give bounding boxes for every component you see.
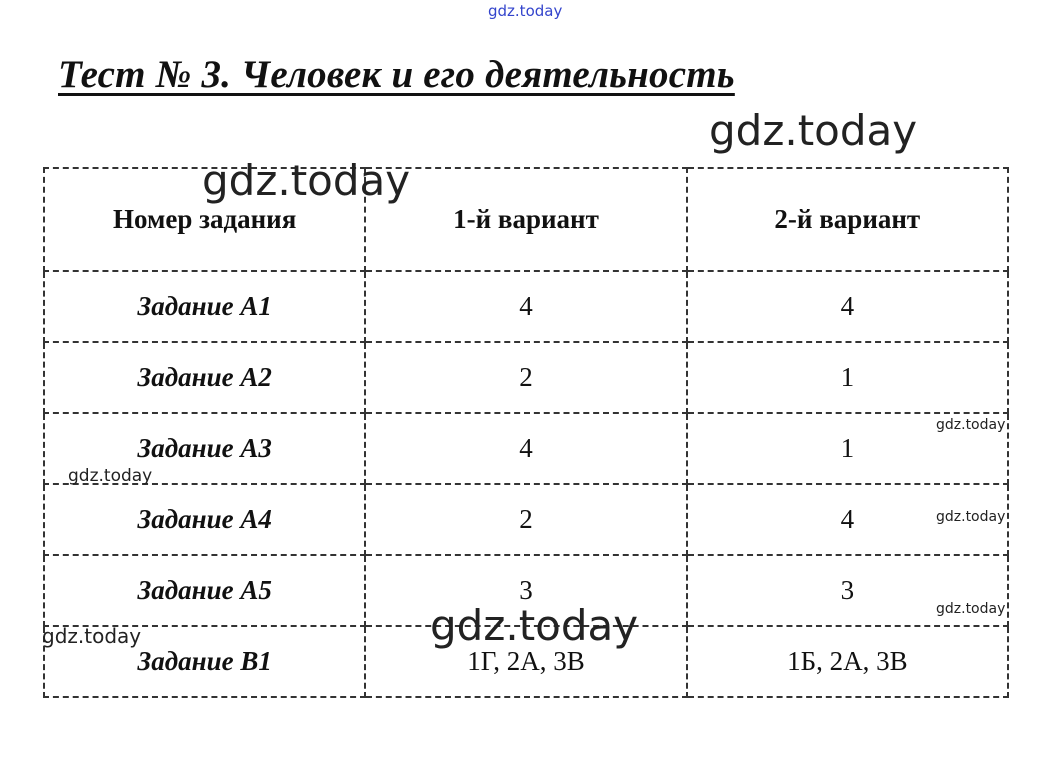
task-cell: Задание А4	[44, 484, 365, 555]
watermark: gdz.today	[430, 601, 639, 650]
task-cell: Задание В1	[44, 626, 365, 697]
task-cell: Задание А5	[44, 555, 365, 626]
watermark: gdz.today	[936, 417, 1006, 433]
variant-1-cell: 4	[365, 271, 686, 342]
variant-2-cell: 1	[687, 413, 1008, 484]
column-header-task: Номер задания	[44, 168, 365, 271]
watermark: gdz.today	[488, 2, 563, 20]
column-header-variant-1: 1-й вариант	[365, 168, 686, 271]
watermark: gdz.today	[202, 156, 411, 205]
table-header-row	[44, 168, 1008, 271]
task-cell: Задание А2	[44, 342, 365, 413]
watermark: gdz.today	[42, 624, 142, 648]
watermark: gdz.today	[936, 509, 1006, 525]
table-row	[44, 342, 1008, 413]
variant-1-cell: 4	[365, 413, 686, 484]
variant-2-cell: 1Б, 2А, 3В	[687, 626, 1008, 697]
table-row	[44, 413, 1008, 484]
watermark: gdz.today	[709, 106, 918, 155]
variant-1-cell: 2	[365, 484, 686, 555]
variant-1-cell: 2	[365, 342, 686, 413]
page-title: Тест № 3. Человек и его деятельность	[58, 53, 735, 96]
watermark: gdz.today	[68, 466, 153, 486]
table-row	[44, 484, 1008, 555]
variant-2-cell: 3	[687, 555, 1008, 626]
column-header-variant-2: 2-й вариант	[687, 168, 1008, 271]
variant-1-cell: 1Г, 2А, 3В	[365, 626, 686, 697]
variant-2-cell: 4	[687, 271, 1008, 342]
variant-2-cell: 1	[687, 342, 1008, 413]
table-row	[44, 271, 1008, 342]
variant-1-cell: 3	[365, 555, 686, 626]
task-cell: Задание А3	[44, 413, 365, 484]
variant-2-cell: 4	[687, 484, 1008, 555]
task-cell: Задание А1	[44, 271, 365, 342]
watermark: gdz.today	[936, 601, 1006, 617]
